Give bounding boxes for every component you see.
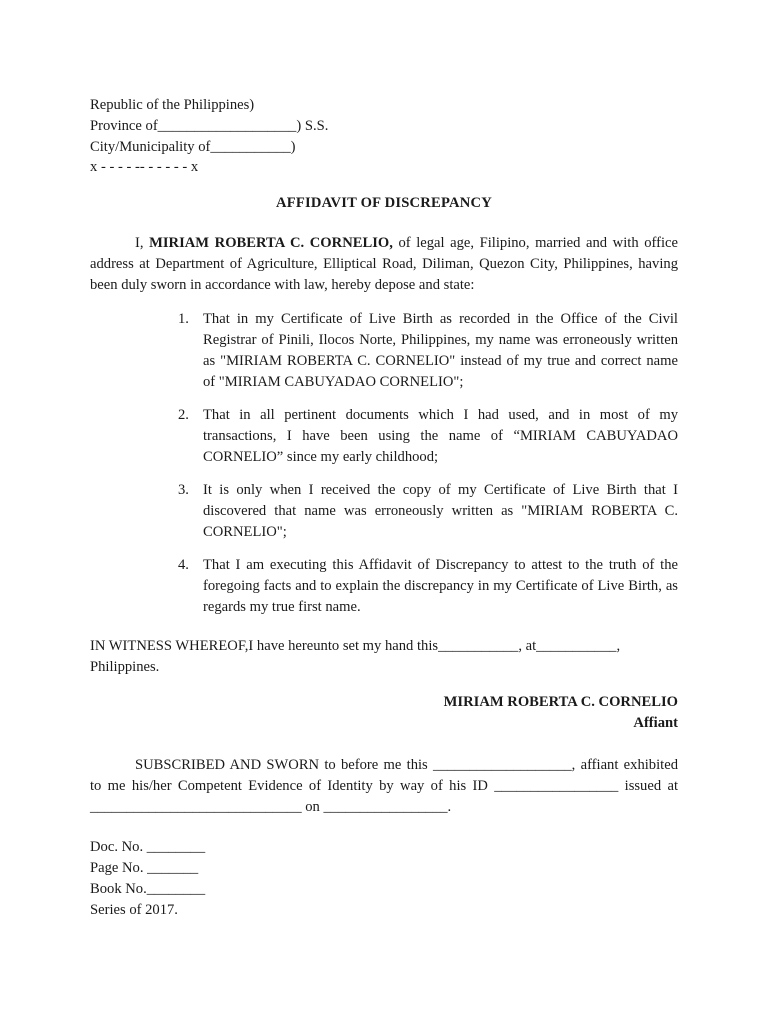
- statement-item: [178, 309, 678, 393]
- book-number: Book No.________: [90, 881, 206, 897]
- intro-prefix: I,: [135, 235, 150, 251]
- jurat-paragraph: SUBSCRIBED AND SWORN to before me this ___________________, affiant exhibited to me his/her Competent Evidence of Identity by way of his ID _________________ issued at _____________________________ on _________________.: [90, 757, 678, 815]
- series-year: Series of 2017.: [90, 902, 178, 918]
- statement-list: [178, 309, 678, 630]
- header-city: City/Municipality of___________): [90, 139, 296, 155]
- statement-item: [178, 555, 678, 618]
- intro-paragraph: [90, 233, 678, 296]
- statement-text: That I am executing this Affidavit of Discrepancy to attest to the truth of the foregoing facts and to explain the discrepancy in my Certificate of Live Birth, as regards my true first name.: [203, 557, 678, 615]
- statement-number: 1.: [178, 311, 189, 327]
- intro-text: of legal age, Filipino, married and with office address at Department of Agriculture, Elliptical Road, Diliman, Quezon City, Philippines, having been duly sworn in accordance with law, hereby depose and state:: [90, 235, 678, 293]
- page-number: Page No. _______: [90, 860, 199, 876]
- statement-item: [178, 480, 678, 543]
- statement-text: That in all pertinent documents which I had used, and in most of my transactions, I have been using the name of “MIRIAM CABUYADAO CORNELIO” since my early childhood;: [203, 407, 678, 465]
- witness-paragraph: IN WITNESS WHEREOF,I have hereunto set my hand this___________, at___________, Philippines.: [90, 638, 621, 675]
- document-title: AFFIDAVIT OF DISCREPANCY: [276, 195, 492, 211]
- header-separator: x - - - - -- - - - - - x: [90, 159, 199, 175]
- statement-text: It is only when I received the copy of my Certificate of Live Birth that I discovered that name was erroneously written as "MIRIAM ROBERTA C. CORNELIO";: [203, 482, 678, 540]
- affiant-name-inline: MIRIAM ROBERTA C. CORNELIO,: [149, 235, 393, 251]
- doc-number: Doc. No. ________: [90, 839, 206, 855]
- statement-number: 3.: [178, 482, 189, 498]
- signature-role: Affiant: [633, 715, 678, 731]
- signature-name: MIRIAM ROBERTA C. CORNELIO: [443, 694, 678, 710]
- notarial-register: [90, 837, 205, 921]
- header-republic: Republic of the Philippines): [90, 97, 255, 113]
- header-province: Province of___________________) S.S.: [90, 118, 329, 134]
- statement-number: 2.: [178, 407, 189, 423]
- statement-number: 4.: [178, 557, 189, 573]
- statement-text: That in my Certificate of Live Birth as recorded in the Office of the Civil Registrar of Pinili, Ilocos Norte, Philippines, my name was erroneously written as "MIRIAM ROBERTA C. CORNELIO" instead of my true and correct name of "MIRIAM CABUYADAO CORNELIO";: [203, 311, 678, 390]
- statement-item: [178, 405, 678, 468]
